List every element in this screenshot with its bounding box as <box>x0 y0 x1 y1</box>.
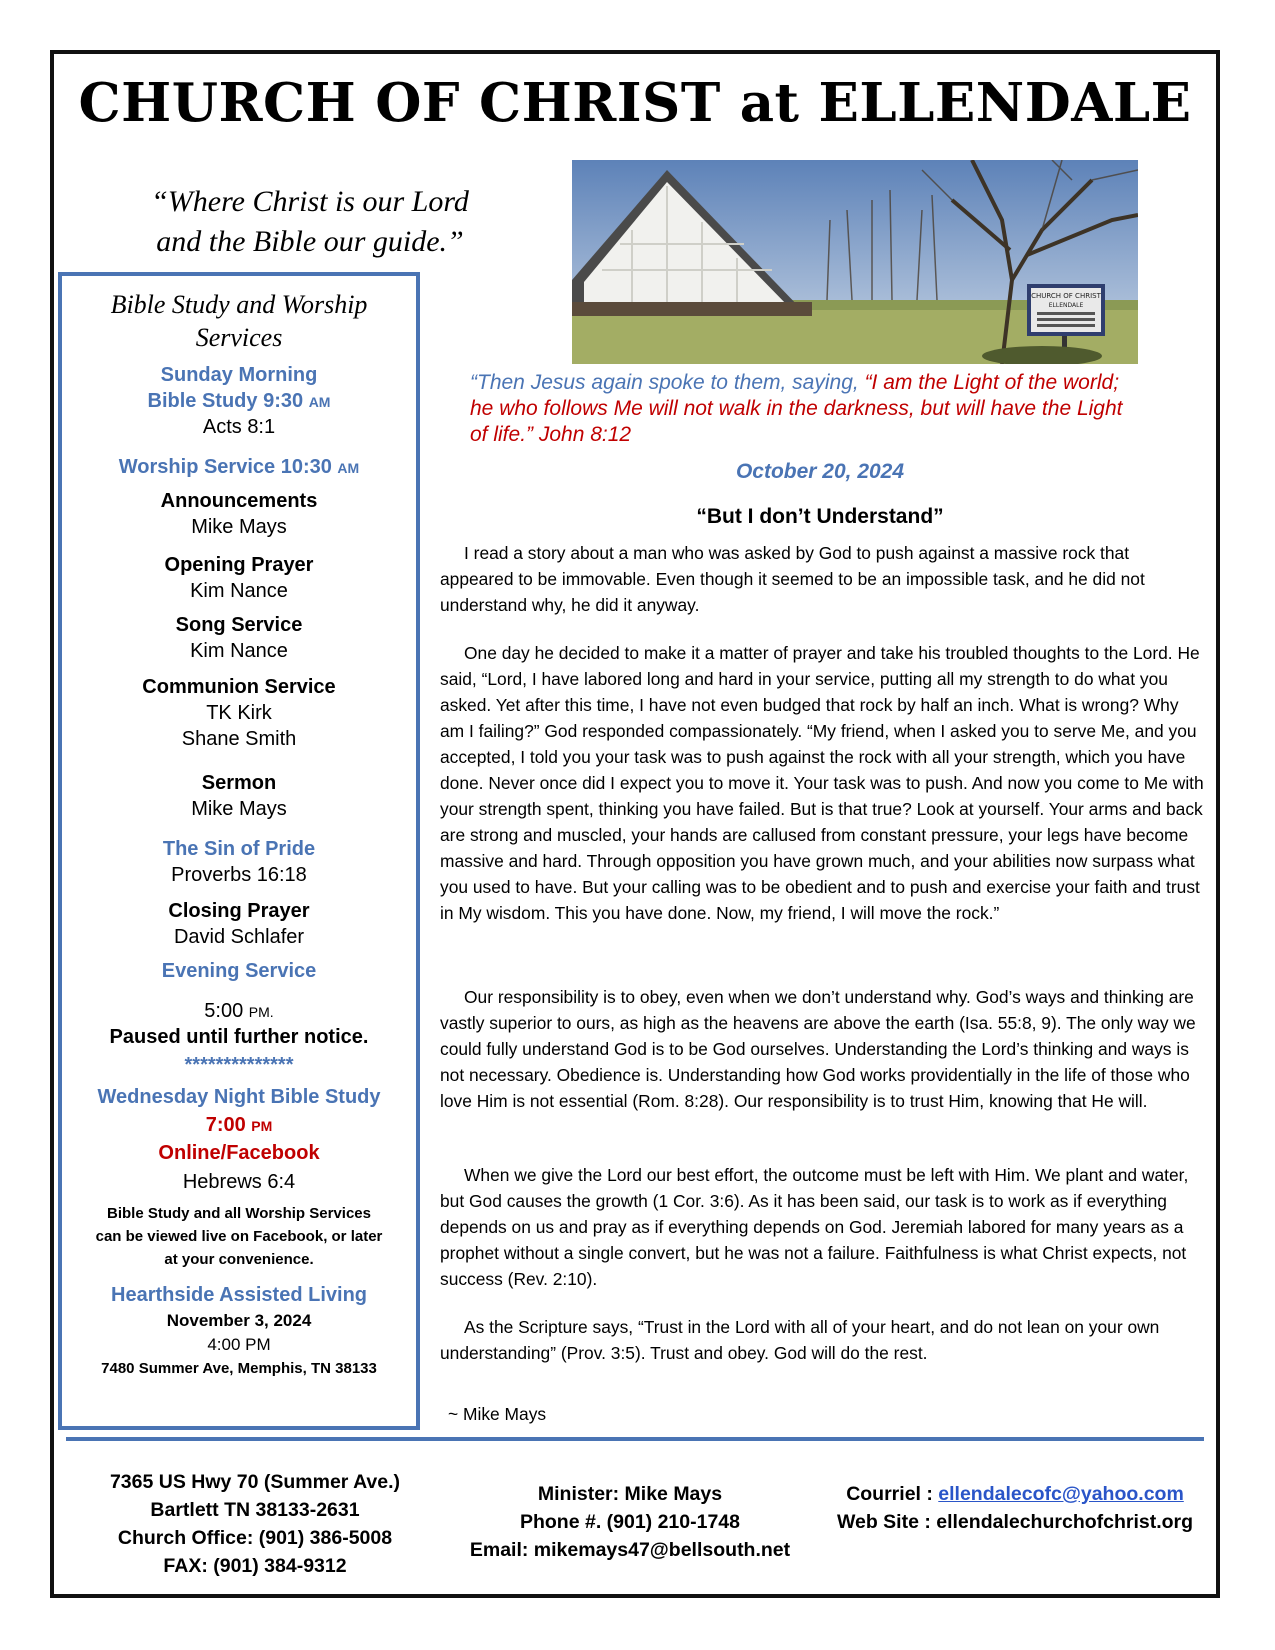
website-line: Web Site : ellendalechurchofchrist.org <box>836 1511 1194 1533</box>
masthead: CHURCH OF CHRIST at ELLENDALE <box>78 72 1192 134</box>
article-paragraph-2: One day he decided to make it a matter of prayer and take his troubled thoughts to the Lord. He said, “Lord, I have labored long and hard in your service, putting all my strength to do what you asked. Yet after this time, I have not even budged that rock by half an inch. What is wrong? Why am I failing?” God responded compassionately. “My friend, when I asked you to serve Me, and you accepted, I told you your task was to push against the rock with all your strength, which you have done. Never once did I expect you to move it. Your task was to push. And now you come to Me with your strength spent, thinking you have failed. But is that true? Look at yourself. Your arms and back are strong and muscled, your hands are callused from constant pressure, your legs have become massive and hard. Through opposition you have grown much, and your abilities now surpass what you used to have. But your calling was to be obedient and to push and exercise your faith and trust in My wisdom. This you have done. Now, my friend, I will move the rock.” <box>440 643 1204 923</box>
announcements-label: Announcements <box>160 490 318 512</box>
evening-service-time <box>62 998 416 1025</box>
footer-contact <box>830 1480 1200 1536</box>
hearthside-heading: Hearthside Assisted Living <box>111 1284 367 1306</box>
tagline-line-2: and the Bible our guide.” <box>156 225 464 258</box>
online-facebook: Online/Facebook <box>158 1142 320 1164</box>
address-line-2: Bartlett TN 38133-2631 <box>150 1499 360 1521</box>
scripture-quote <box>470 370 1200 448</box>
minister-name: Minister: Mike Mays <box>537 1483 723 1505</box>
announcements-name: Mike Mays <box>191 516 287 538</box>
hearthside-date: November 3, 2024 <box>166 1311 312 1330</box>
paused-notice: Paused until further notice. <box>109 1026 369 1048</box>
song-service-name: Kim Nance <box>190 640 288 662</box>
facebook-note <box>62 1202 416 1271</box>
worship-service-time <box>62 454 416 481</box>
bible-study-time <box>62 388 416 415</box>
footer-minister <box>465 1480 795 1564</box>
hearthside-time: 4:00 PM <box>207 1335 271 1354</box>
wednesday-heading: Wednesday Night Bible Study <box>97 1086 381 1108</box>
article-paragraph-3: Our responsibility is to obey, even when we don’t understand why. God’s ways and thinking are vastly superior to ours, as high as the heavens are above the earth (Isa. 55:8, 9). The only way we could fully understand God is to be God ourselves. Understanding the Lord’s thinking and ways is not necessary. Obedience is. Understanding how God works providentially in the life of those who love Him is not essential (Rom. 8:28). Our responsibility is to trust Him, knowing that He will. <box>440 987 1196 1111</box>
sermon-label: Sermon <box>201 772 277 794</box>
sidebar-title-line-1: Bible Study and Worship <box>110 290 368 319</box>
quote-lead: “Then Jesus again spoke to them, saying, <box>470 371 865 394</box>
song-service-label: Song Service <box>175 614 303 636</box>
communion-name-1: TK Kirk <box>206 702 272 724</box>
article-paragraph-1: I read a story about a man who was asked by God to push against a massive rock that appeared to be immovable. Even though it seemed to be an impossible task, and he did not understand why, he did it anyway. <box>440 543 1145 615</box>
sermon-text: Proverbs 16:18 <box>171 864 307 886</box>
communion-name-2: Shane Smith <box>181 728 297 750</box>
article-paragraph-4: When we give the Lord our best effort, the outcome must be left with Him. We plant and water, but God causes the growth (1 Cor. 3:6). As it has been said, our task is to work as if everything depends on us and pray as if everything depends on God. Jeremiah labored for many years as a prophet without a single convert, but he was not a failure. Faithfulness is what Christ expects, not success (Rev. 2:10). <box>440 1165 1189 1289</box>
sunday-morning-heading: Sunday Morning <box>160 364 318 386</box>
address-line-1: 7365 US Hwy 70 (Summer Ave.) <box>109 1471 401 1493</box>
sign-line-2: ELLENDALE <box>1048 302 1084 309</box>
am-label: AM <box>308 394 331 410</box>
fax-number: FAX: (901) 384-9312 <box>163 1555 347 1577</box>
bible-study-text: Acts 8:1 <box>202 416 276 438</box>
pm-label: PM <box>251 1118 273 1134</box>
quote-red-2: he who follows Me will not walk in the darkness, but will have the Light <box>470 397 1123 420</box>
bulletin-date: October 20, 2024 <box>735 460 905 483</box>
courriel-line <box>830 1480 1200 1508</box>
sign-line-1: CHURCH OF CHRIST <box>1031 292 1101 300</box>
closing-prayer-label: Closing Prayer <box>168 900 310 922</box>
sidebar-title-line-2: Services <box>195 323 283 352</box>
courriel-link[interactable]: ellendalecofc@yahoo.com <box>938 1483 1184 1505</box>
sermon-name: Mike Mays <box>191 798 287 820</box>
quote-red-1: “I am the Light of the world; <box>864 371 1120 394</box>
article-title: “But I don’t Understand” <box>696 505 944 528</box>
opening-prayer-name: Kim Nance <box>190 580 288 602</box>
church-office-phone: Church Office: (901) 386-5008 <box>117 1527 393 1549</box>
footer-divider <box>66 1437 1204 1441</box>
evening-time: 5:00 <box>204 1000 244 1022</box>
facebook-note-line-2: can be viewed live on Facebook, or later <box>95 1228 383 1245</box>
courriel-label: Courriel : <box>846 1483 939 1505</box>
bible-study-label: Bible Study 9:30 <box>147 390 304 412</box>
opening-prayer-label: Opening Prayer <box>164 554 314 576</box>
wednesday-time <box>62 1112 416 1139</box>
pm-label: PM. <box>248 1004 274 1020</box>
footer-address <box>90 1468 420 1580</box>
tagline <box>140 182 480 262</box>
signature: ~ Mike Mays <box>448 1404 547 1424</box>
hearthside-address: 7480 Summer Ave, Memphis, TN 38133 <box>101 1360 377 1377</box>
facebook-note-line-3: at your convenience. <box>164 1251 314 1268</box>
communion-label: Communion Service <box>142 676 336 698</box>
facebook-note-line-1: Bible Study and all Worship Services <box>107 1205 371 1222</box>
closing-prayer-name: David Schlafer <box>173 926 305 948</box>
sermon-title: The Sin of Pride <box>162 838 316 860</box>
wednesday-text: Hebrews 6:4 <box>182 1171 296 1193</box>
stars-divider: ************** <box>184 1054 294 1076</box>
services-sidebar <box>58 272 420 1430</box>
wed-time: 7:00 <box>205 1114 246 1136</box>
worship-label: Worship Service 10:30 <box>118 456 332 478</box>
church-photo <box>572 160 1138 364</box>
article-paragraph-5: As the Scripture says, “Trust in the Lord with all of your heart, and do not lean on your own understanding” (Prov. 3:5). Trust and obey. God will do the rest. <box>440 1317 1160 1363</box>
tagline-line-1: “Where Christ is our Lord <box>151 185 469 218</box>
minister-phone: Phone #. (901) 210-1748 <box>519 1511 741 1533</box>
sidebar-title <box>62 288 416 354</box>
quote-red-3: of life.” John 8:12 <box>470 423 632 446</box>
minister-email: Email: mikemays47@bellsouth.net <box>469 1539 791 1561</box>
evening-service-heading: Evening Service <box>161 960 317 982</box>
am-label: AM <box>337 460 360 476</box>
